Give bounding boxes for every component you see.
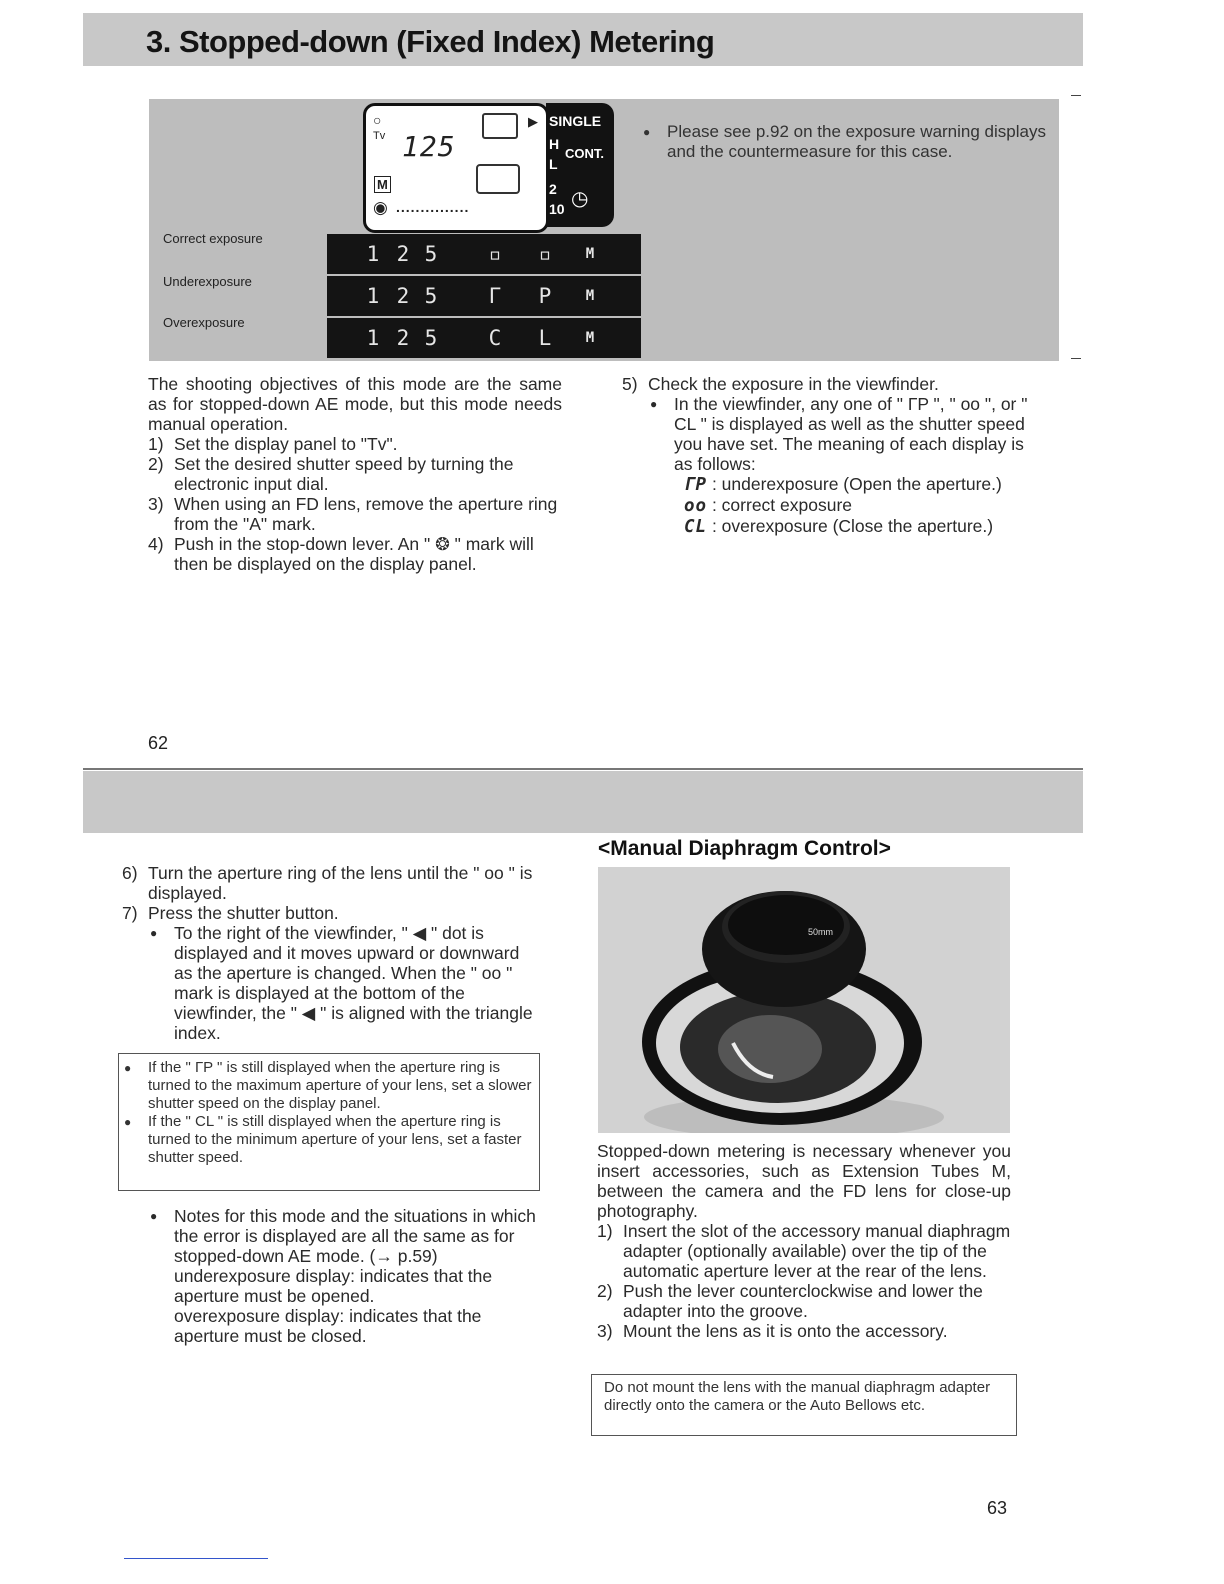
page-number-63: 63 xyxy=(987,1498,1008,1518)
step-4: 4) Push in the stop-down lever. An " ❂ " mark will then be displayed on the display panel. xyxy=(148,534,534,574)
vf-indicator: ▫ xyxy=(538,242,552,266)
vf-digit: 1 xyxy=(366,284,380,308)
vf-digit: 2 xyxy=(396,242,410,266)
warning-list xyxy=(122,1059,534,1167)
vf-digit: 5 xyxy=(424,284,438,308)
vf-indicator: P xyxy=(538,284,552,308)
page-divider xyxy=(83,768,1083,770)
page-63-header-bar xyxy=(83,771,1083,833)
drive-10: 10 xyxy=(549,201,565,217)
mode-notes xyxy=(148,1206,536,1346)
vf-digit: 1 xyxy=(366,326,380,350)
row-label-under: Underexposure xyxy=(163,274,252,289)
page-number-62: 62 xyxy=(148,733,169,753)
section-title: <Manual Diaphragm Control> xyxy=(598,837,891,860)
vf-digit: 1 xyxy=(366,242,380,266)
mdc-step-1: 1) Insert the slot of the accessory manual diaphragm adapter (optionally available) over the tip of the automatic aperture lever at the rear of the lens. xyxy=(597,1221,1011,1281)
step-3: 3) When using an FD lens, remove the aperture ring from the "A" mark. xyxy=(148,494,558,534)
warning-item: ● If the " CL " is still displayed when the aperture ring is turned to the minimum aperture of your lens, set a faster shutter speed. xyxy=(122,1113,534,1167)
vf-mode: M xyxy=(585,330,595,346)
vf-digit: 5 xyxy=(424,242,438,266)
step-6: 6) Turn the aperture ring of the lens until the " oo " is displayed. xyxy=(122,863,533,903)
footer-rule xyxy=(124,1558,268,1559)
vf-digit: 5 xyxy=(424,326,438,350)
step-7-bullet: ● To the right of the viewfinder, " ◀ " dot is displayed and it moves upward or downward as the aperture is changed. When the " oo " mark is displayed at the bottom of the viewfinder, the " ◀ " is aligned with the triangle index. xyxy=(148,923,536,1043)
vf-mode: M xyxy=(585,288,595,304)
viewfinder-row-over xyxy=(327,318,641,358)
note-under: underexposure display: indicates that the aperture must be opened. xyxy=(174,1266,493,1306)
def-correct: oo : correct exposure xyxy=(684,495,853,516)
vf-indicator: L xyxy=(538,326,552,350)
step-5-block xyxy=(622,374,1036,537)
vf-indicator: C xyxy=(488,326,502,350)
mdc-step-3: 3) Mount the lens as it is onto the accessory. xyxy=(597,1321,948,1341)
lcd-dashes: ............... xyxy=(396,199,470,215)
lens-photo xyxy=(598,867,1010,1133)
vf-digit: 2 xyxy=(396,284,410,308)
step-2: 2) Set the desired shutter speed by turning the electronic input dial. xyxy=(148,454,514,494)
step-5: 5) Check the exposure in the viewfinder. xyxy=(622,374,939,394)
drive-single: SINGLE xyxy=(549,113,602,129)
page-title: 3. Stopped-down (Fixed Index) Metering xyxy=(146,24,715,59)
drive-h: H xyxy=(549,136,560,152)
vf-digit: 2 xyxy=(396,326,410,350)
drive-2: 2 xyxy=(549,181,557,197)
pointer-icon: ▶ xyxy=(528,114,538,129)
vf-mode: M xyxy=(585,246,595,262)
margin-tick xyxy=(1071,95,1081,96)
mdc-text xyxy=(597,1141,1011,1341)
notes-bullet: ● Notes for this mode and the situations in which the error is displayed are all the same as for stopped-down AE mode. (→ p.59) xyxy=(148,1206,536,1266)
def-over: CL : overexposure (Close the aperture.) xyxy=(684,516,994,537)
note-over: overexposure display: indicates that the aperture must be closed. xyxy=(174,1306,482,1346)
left-column xyxy=(148,374,562,574)
step-1: 1) Set the display panel to "Tv". xyxy=(148,434,398,454)
mdc-step-2: 2) Push the lever counterclockwise and lower the adapter into the groove. xyxy=(597,1281,983,1321)
steps-6-7 xyxy=(122,863,536,1043)
vf-indicator: ▫ xyxy=(488,242,502,266)
lens-illustration xyxy=(598,867,1010,1133)
lens-label: 50mm xyxy=(808,927,834,937)
margin-tick xyxy=(1071,358,1081,359)
mdc-intro: Stopped-down metering is necessary whenever you insert accessories, such as Extension Tubes M, between the camera and the FD lens for close-up photography. xyxy=(597,1141,1011,1221)
def-under: ГP : underexposure (Open the aperture.) xyxy=(684,474,1002,495)
frame-counter-icon xyxy=(476,164,520,194)
aperture-icon: ○ xyxy=(373,112,382,128)
step-7: 7) Press the shutter button. xyxy=(122,903,339,923)
frame-icon xyxy=(482,113,518,139)
stopdown-icon: ◉ xyxy=(373,198,388,217)
row-label-correct: Correct exposure xyxy=(163,231,263,246)
lcd-tv-label: Tv xyxy=(373,130,386,142)
viewfinder-row-correct xyxy=(327,234,641,274)
figure-note: ● Please see p.92 on the exposure warning displays and the countermeasure for this case. xyxy=(641,122,1057,162)
self-timer-icon: ◷ xyxy=(571,188,589,210)
lcd-mode-m: M xyxy=(374,176,391,193)
vf-indicator: Г xyxy=(488,284,502,308)
intro-paragraph: The shooting objectives of this mode are the same as for stopped-down AE mode, but this mode needs manual operation. xyxy=(148,374,562,434)
viewfinder-row-under xyxy=(327,276,641,316)
warning-item: ● If the " ГP " is still displayed when the aperture ring is turned to the maximum aperture of your lens, set a slower shutter speed on the display panel. xyxy=(122,1059,534,1113)
caution-text: Do not mount the lens with the manual diaphragm adapter directly onto the camera or the Auto Bellows etc. xyxy=(604,1379,991,1414)
step-5-bullet: ● In the viewfinder, any one of " ГP ", " oo ", or " CL " is displayed as well as the shutter speed you have set. The meaning of each display is as follows: xyxy=(648,394,1036,474)
drive-cont: CONT. xyxy=(565,146,604,161)
drive-l: L xyxy=(549,156,558,172)
row-label-over: Overexposure xyxy=(163,315,245,330)
lcd-shutter-value: 125 xyxy=(402,130,456,163)
